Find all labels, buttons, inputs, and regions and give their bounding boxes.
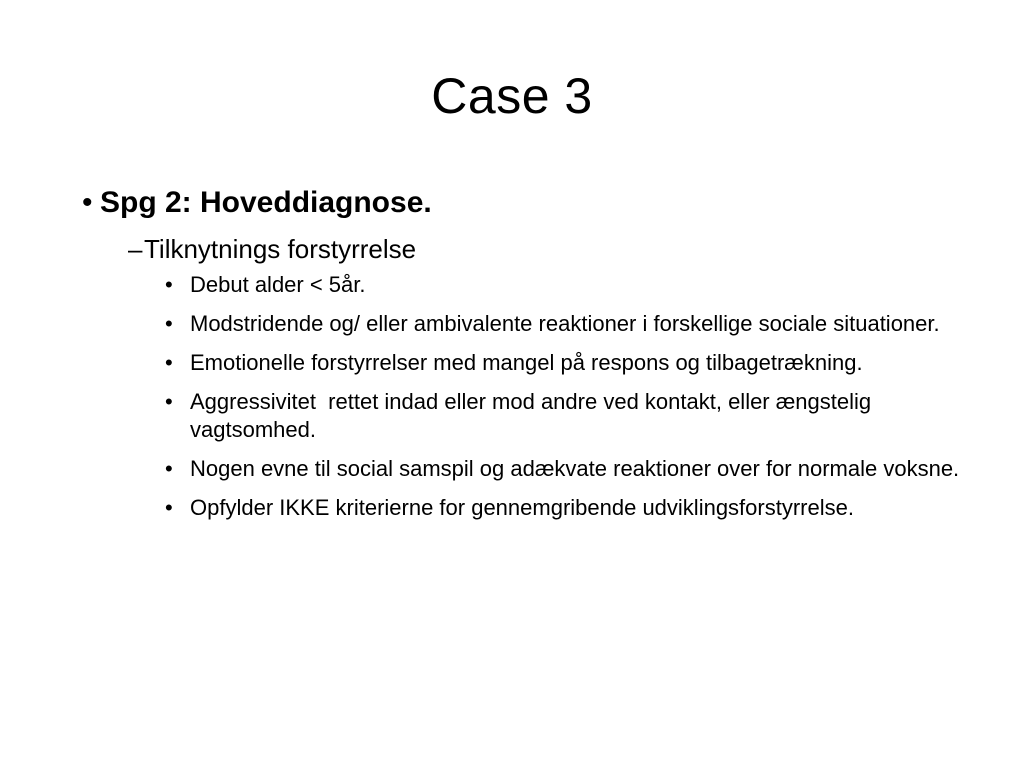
bullet-icon: • xyxy=(165,350,173,375)
list-item-text: Opfylder IKKE kriterierne for gennemgribende udviklingsforstyrrelse. xyxy=(190,495,854,520)
list-item xyxy=(164,494,960,522)
list-item xyxy=(164,455,960,483)
sub-item xyxy=(128,231,972,267)
dash-icon: – xyxy=(128,234,143,264)
list-item-text: Debut alder < 5år. xyxy=(190,272,366,297)
list-item-text: Aggressivitet rettet indad eller mod andre ved kontakt, eller ængstelig vagtsomhed. xyxy=(190,389,878,442)
list-item-text: Modstridende og/ eller ambivalente reaktioner i forskellige sociale situationer. xyxy=(190,311,940,336)
bullet-icon: • xyxy=(165,456,173,481)
list-item xyxy=(164,388,960,444)
bullet-icon: • xyxy=(165,389,173,414)
criteria-list xyxy=(164,271,972,522)
list-item-text: Emotionelle forstyrrelser med mangel på respons og tilbagetrækning. xyxy=(190,350,863,375)
bullet-icon: • xyxy=(165,272,173,297)
bullet-icon: • xyxy=(165,495,173,520)
main-bullet-text: Spg 2: Hoveddiagnose. xyxy=(100,186,432,219)
sub-item-text: Tilknytnings forstyrrelse xyxy=(144,234,417,264)
slide-content xyxy=(82,183,972,533)
bullet-icon: • xyxy=(82,186,93,219)
slide-title: Case 3 xyxy=(431,68,593,124)
list-item xyxy=(164,349,960,377)
bullet-icon: • xyxy=(165,311,173,336)
list-item xyxy=(164,310,960,338)
list-item xyxy=(164,271,960,299)
main-bullet-item xyxy=(82,183,972,223)
list-item-text: Nogen evne til social samspil og adækvate reaktioner over for normale voksne. xyxy=(190,456,960,481)
